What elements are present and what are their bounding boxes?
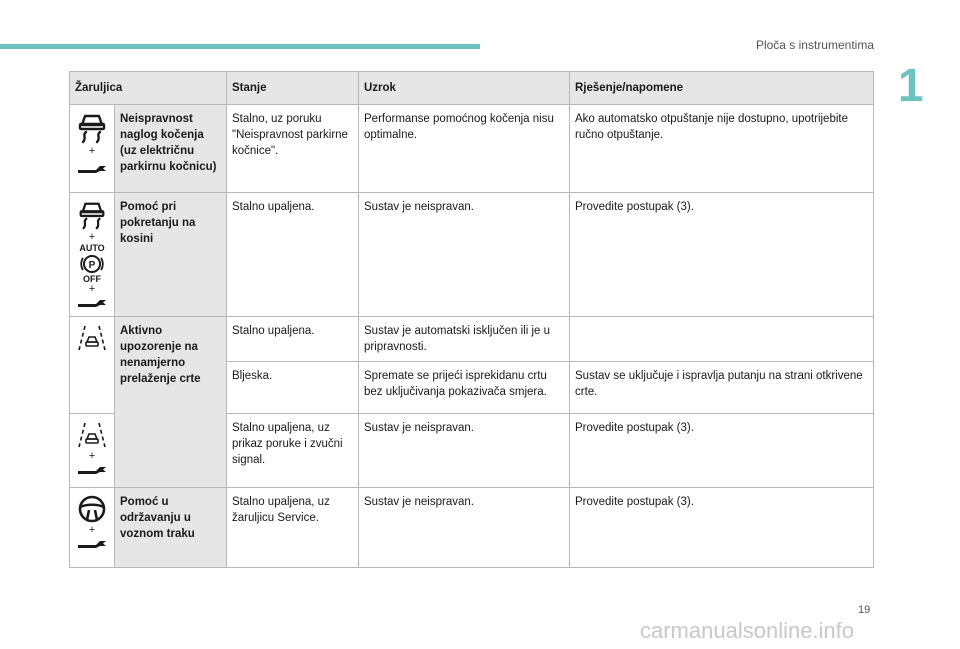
lamp-state: Stalno upaljena. [227,317,359,362]
wrench-icon [76,161,108,175]
lane-departure-icon [77,323,107,353]
top-accent-bar [0,44,480,49]
lamp-state: Stalno upaljena, uz žaruljicu Service. [227,488,359,568]
column-header-lamp: Žaruljica [70,72,227,105]
lamp-state: Stalno upaljena. [227,193,359,317]
lamp-name: Neispravnost naglog kočenja (uz električnu parkirnu kočnicu) [115,105,227,193]
lamp-solution: Sustav se uključuje i ispravlja putanju na strani otkrivene crte. [570,362,874,414]
p-label: P [88,260,96,271]
lamp-state: Stalno, uz poruku "Neispravnost parkirne kočnice". [227,105,359,193]
column-header-cause: Uzrok [359,72,570,105]
icon-cell [70,317,115,414]
auto-label: AUTO [79,243,105,253]
section-title: Ploča s instrumentima [755,38,874,52]
auto-off-parking-icon [75,243,109,283]
plus-sign: + [88,450,96,462]
car-skid-icon [77,111,107,145]
lamp-name: Pomoć pri pokretanju na kosini [115,193,227,317]
icon-cell [70,105,115,193]
warning-lamp-table [69,71,874,568]
column-header-solution: Rješenje/napomene [570,72,874,105]
table-row [70,105,874,193]
lamp-state: Bljeska. [227,362,359,414]
icon-cell [70,193,115,317]
wrench-icon [76,536,108,550]
lamp-state: Stalno upaljena, uz prikaz poruke i zvučni signal. [227,414,359,488]
wrench-icon [76,462,108,476]
lane-departure-icon [77,420,107,450]
lamp-solution [570,317,874,362]
lamp-solution: Provedite postupak (3). [570,193,874,317]
plus-sign: + [88,145,96,157]
lamp-solution: Ako automatsko otpuštanje nije dostupno, upotrijebite ručno otpuštanje. [570,105,874,193]
wrench-icon [76,295,108,309]
lamp-cause: Spremate se prijeći isprekidanu crtu bez uključivanja pokazivača smjera. [359,362,570,414]
lamp-cause: Performanse pomoćnog kočenja nisu optimalne. [359,105,570,193]
steering-wheel-icon [77,494,107,524]
page-number: 19 [858,604,871,616]
table-row [70,317,874,362]
icon-cell [70,414,115,488]
lamp-cause: Sustav je neispravan. [359,193,570,317]
table-row [70,193,874,317]
icon-cell [70,488,115,568]
column-header-state: Stanje [227,72,359,105]
lamp-cause: Sustav je neispravan. [359,414,570,488]
plus-sign: + [88,283,96,295]
lamp-name: Aktivno upozorenje na nenamjerno prelaženje crte [115,317,227,488]
watermark: carmanualsonline.info [640,618,855,643]
plus-sign: + [88,231,96,243]
car-skid-icon [77,199,107,231]
table-row [70,488,874,568]
off-label: OFF [83,274,101,283]
lamp-cause: Sustav je neispravan. [359,488,570,568]
table-header-row [70,72,874,105]
lamp-name: Pomoć u održavanju u voznom traku [115,488,227,568]
lamp-cause: Sustav je automatski isključen ili je u pripravnosti. [359,317,570,362]
chapter-number: 1 [898,59,924,111]
plus-sign: + [88,524,96,536]
lamp-solution: Provedite postupak (3). [570,488,874,568]
lamp-solution: Provedite postupak (3). [570,414,874,488]
